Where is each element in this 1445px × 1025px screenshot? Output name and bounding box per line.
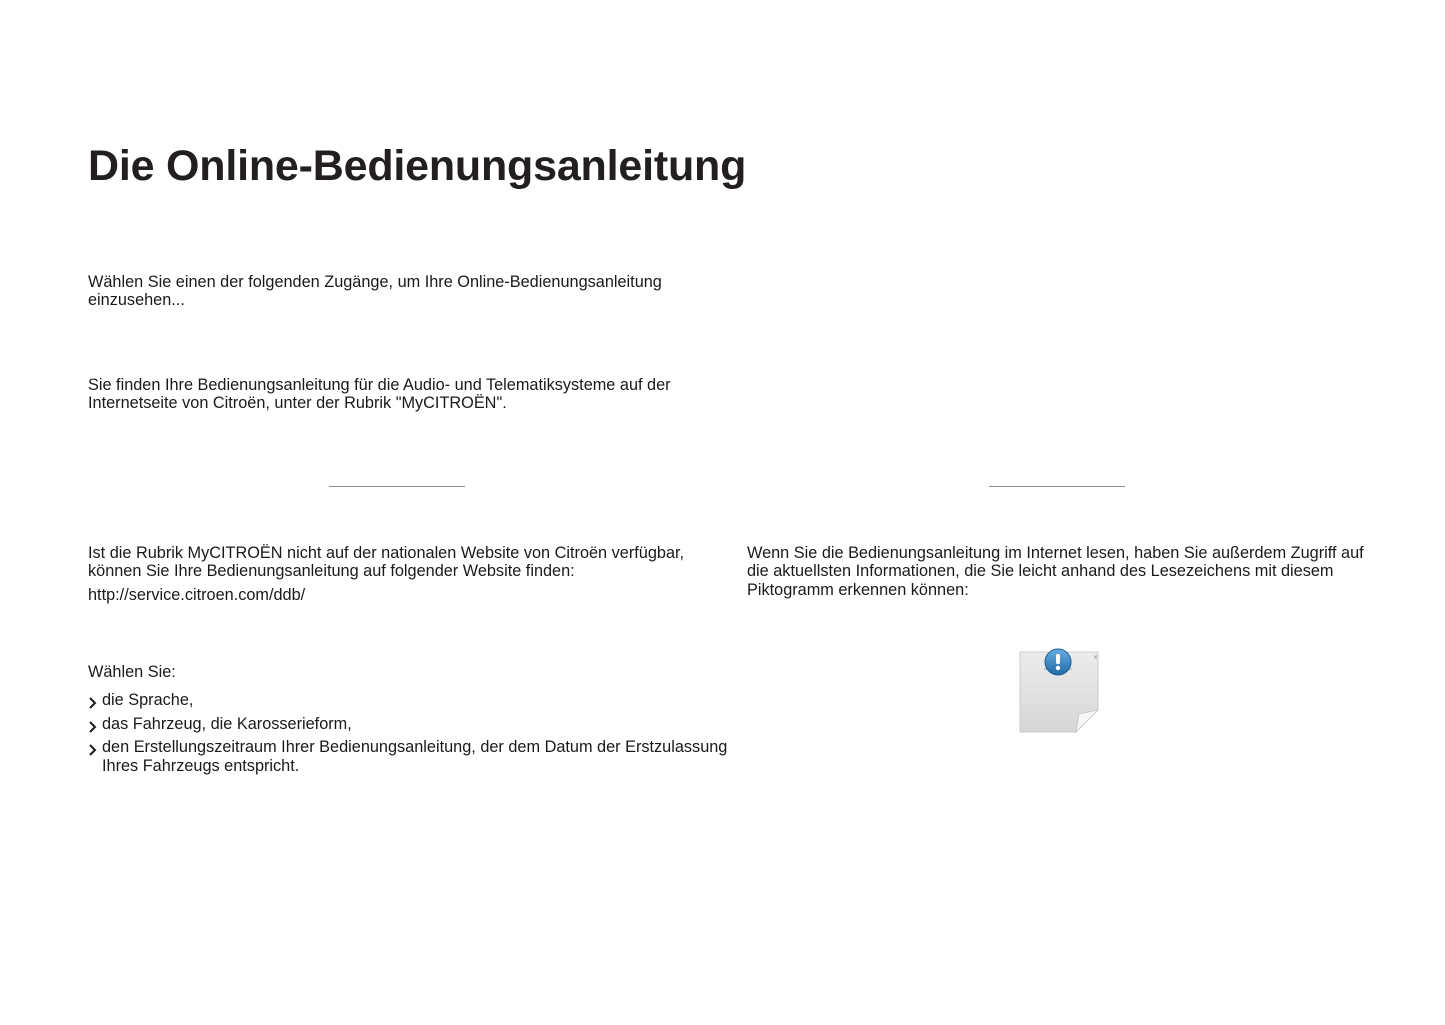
step-vehicle: das Fahrzeug, die Karosserieform, (102, 714, 352, 733)
info-bookmark-icon (1016, 646, 1102, 734)
svg-text:×: × (1093, 654, 1099, 661)
chevron-right-icon (88, 743, 98, 757)
divider-left (329, 486, 465, 487)
choose-label: Wählen Sie: (88, 663, 176, 681)
intro-text: Wählen Sie einen der folgenden Zugänge, um Ihre Online-Bedienungsanleitung einzusehen... (88, 273, 662, 310)
audio-manual-text: Sie finden Ihre Bedienungsanleitung für die Audio- und Telematiksysteme auf der Internetseite von Citroën, unter der Rubrik "MyCITROËN". (88, 376, 671, 413)
online-manual-text: Wenn Sie die Bedienungsanleitung im Internet lesen, haben Sie außerdem Zugriff auf die aktuellsten Informationen, die Sie leicht anhand des Lesezeichens mit diesem Piktogramm erkennen können: (747, 544, 1364, 599)
page-title: Die Online-Bedienungsanleitung (88, 142, 747, 190)
list-item (88, 691, 728, 709)
divider-right (989, 486, 1125, 487)
list-item (88, 715, 728, 733)
step-language: die Sprache, (102, 691, 194, 709)
step-period: den Erstellungszeitraum Ihrer Bedienungsanleitung, der dem Datum der Erstzulassung Ihres Fahrzeugs entspricht. (102, 738, 728, 775)
fallback-text: Ist die Rubrik MyCITROËN nicht auf der nationalen Website von Citroën verfügbar, können Sie Ihre Bedienungsanleitung auf folgender Website finden: (88, 544, 685, 581)
chevron-right-icon (88, 696, 98, 710)
manual-url-link[interactable]: http://service.citroen.com/ddb/ (88, 586, 306, 604)
chevron-right-icon (88, 720, 98, 734)
list-item (88, 738, 728, 775)
selection-steps-list (88, 691, 728, 780)
